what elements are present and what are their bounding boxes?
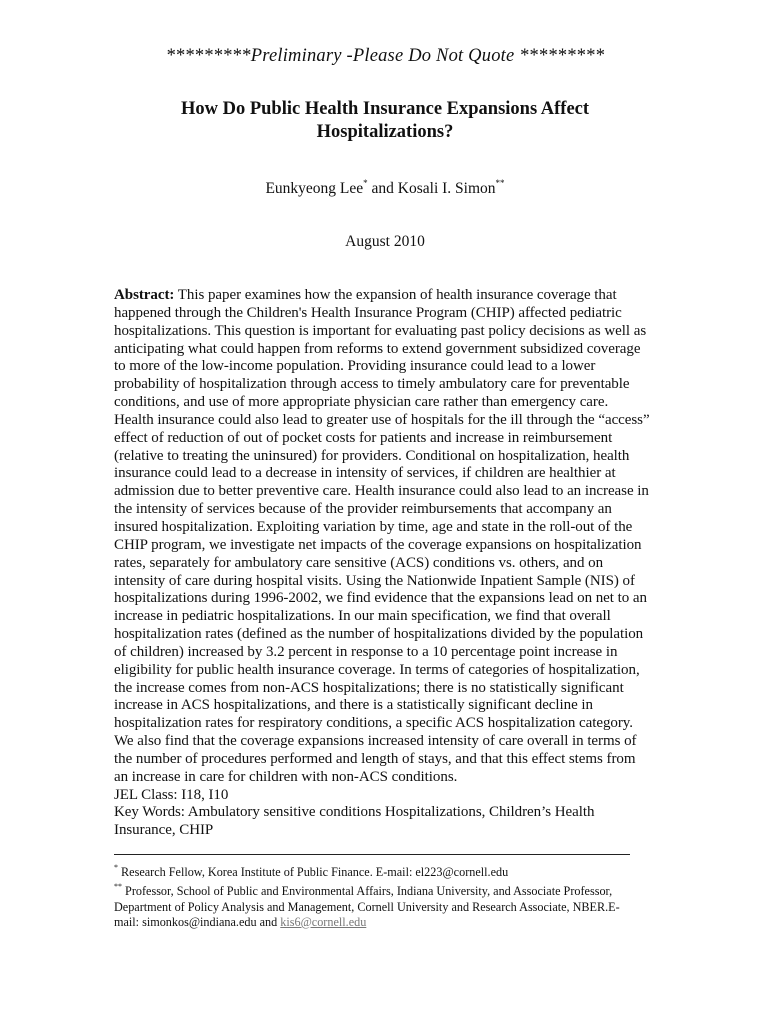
- abstract-line: to more of the low-income population. Providing insurance could lead to a lower: [114, 358, 596, 375]
- footnote-2-continuation: Department of Policy Analysis and Management, Cornell University and Research Associate, NBER.E-: [114, 899, 620, 914]
- keywords-line-2: Insurance, CHIP: [114, 822, 214, 839]
- publication-date: August 2010: [345, 233, 425, 250]
- footnotes: [114, 861, 674, 930]
- abstract-line: eligibility for public health insurance coverage. In terms of categories of hospitalization,: [114, 661, 640, 678]
- footnote-2-text: Professor, School of Public and Environmental Affairs, Indiana University, and Associate Professor,: [122, 884, 613, 899]
- author-line: [0, 179, 770, 198]
- footnote-2-mark: **: [114, 882, 122, 892]
- author-2-footnote-mark: **: [495, 178, 505, 188]
- abstract-line: [114, 287, 666, 305]
- email-link[interactable]: kis6@cornell.edu: [280, 914, 367, 929]
- abstract-line: intensity of care during hospital visits. Using the Nationwide Inpatient Sample (NIS) of: [114, 572, 635, 589]
- footnote-1: [114, 861, 674, 880]
- abstract-line: rates, separately for ambulatory care sensitive (ACS) conditions vs. others, and on: [114, 554, 604, 571]
- footnote-2-email-line: [114, 915, 674, 930]
- abstract-line: the intensity of services because of the provider reimbursements that accompany an: [114, 501, 612, 518]
- author-1-footnote-mark: *: [363, 178, 368, 188]
- footnote-divider: [114, 854, 630, 855]
- abstract-line: probability of hospitalization through access to timely ambulatory care for preventable: [114, 376, 630, 393]
- abstract-line: hospitalizations during 1996-2002, we find evidence that the expansions lead on net to an: [114, 590, 647, 607]
- abstract-line: anticipating what could happen from reforms to extend government subsidized coverage: [114, 340, 641, 357]
- abstract-line: conditions, and use of more appropriate physician care rather than emergency care.: [114, 394, 609, 411]
- paper-title-line-2: Hospitalizations?: [316, 122, 454, 142]
- abstract-line: insurance could lead to a decrease in intensity of services, if children are healthier at: [114, 465, 616, 482]
- abstract-line: an increase in care for children with non-ACS conditions.: [114, 768, 458, 785]
- author-1-name: Eunkyeong Lee: [265, 180, 364, 198]
- abstract: [114, 287, 666, 840]
- paper-title-line-1: How Do Public Health Insurance Expansions Affect: [180, 99, 590, 119]
- abstract-line: insured hospitalization. Exploiting variation by time, age and state in the roll-out of the: [114, 518, 633, 535]
- abstract-line: hospitalization rates (defined as the number of hospitalizations divided by the population: [114, 626, 644, 643]
- abstract-line: happened through the Children's Health Insurance Program (CHIP) affected pediatric: [114, 304, 622, 321]
- abstract-line: (relative to treating the uninsured) for providers. Conditional on hospitalization, health: [114, 447, 630, 464]
- abstract-line: effect of reduction of out of pocket costs for patients and increase in reimbursement: [114, 429, 613, 446]
- author-2-name: and Kosali I. Simon: [367, 180, 496, 198]
- paper-title: [0, 98, 770, 144]
- abstract-label: Abstract:: [114, 287, 175, 303]
- abstract-line: hospitalizations. This question is important for evaluating past policy decisions as well as: [114, 322, 647, 339]
- preliminary-banner: *********Preliminary -Please Do Not Quote *********: [165, 46, 605, 66]
- abstract-line: of children) increased by 3.2 percent in response to a 10 percentage point increase in: [114, 643, 618, 660]
- footnote-1-mark: *: [114, 863, 118, 872]
- abstract-line: increase in pediatric hospitalizations. In our main specification, we find that overall: [114, 608, 611, 625]
- abstract-line: admission due to better preventive care. Health insurance could also lead to an increase in: [114, 483, 649, 500]
- abstract-line: We also find that the coverage expansions increased intensity of care overall in terms of: [114, 733, 637, 750]
- jel-classification: JEL Class: I18, I10: [114, 786, 229, 803]
- footnote-2-email-text: mail: simonkos@indiana.edu and: [114, 914, 281, 929]
- abstract-line: hospitalization rates for respiratory conditions, a specific ACS hospitalization category.: [114, 715, 633, 732]
- abstract-text: This paper examines how the expansion of health insurance coverage that: [174, 287, 617, 303]
- abstract-line: the number of procedures performed and length of stays, and that this effect stems from: [114, 750, 636, 767]
- abstract-line: increase in ACS hospitalizations, and there is a statistically significant decline in: [114, 697, 593, 714]
- footnote-1-text: Research Fellow, Korea Institute of Public Finance. E-mail: el223@cornell.edu: [118, 865, 509, 880]
- abstract-line: the increase comes from non-ACS hospitalizations; there is no statistically significant: [114, 679, 624, 696]
- abstract-line: Health insurance could also lead to greater use of hospitals for the ill through the “access”: [114, 411, 650, 428]
- abstract-line: CHIP program, we investigate net impacts of the coverage expansions on hospitalization: [114, 536, 642, 553]
- keywords-line-1: Key Words: Ambulatory sensitive conditions Hospitalizations, Children’s Health: [114, 804, 595, 821]
- footnote-2: [114, 880, 674, 899]
